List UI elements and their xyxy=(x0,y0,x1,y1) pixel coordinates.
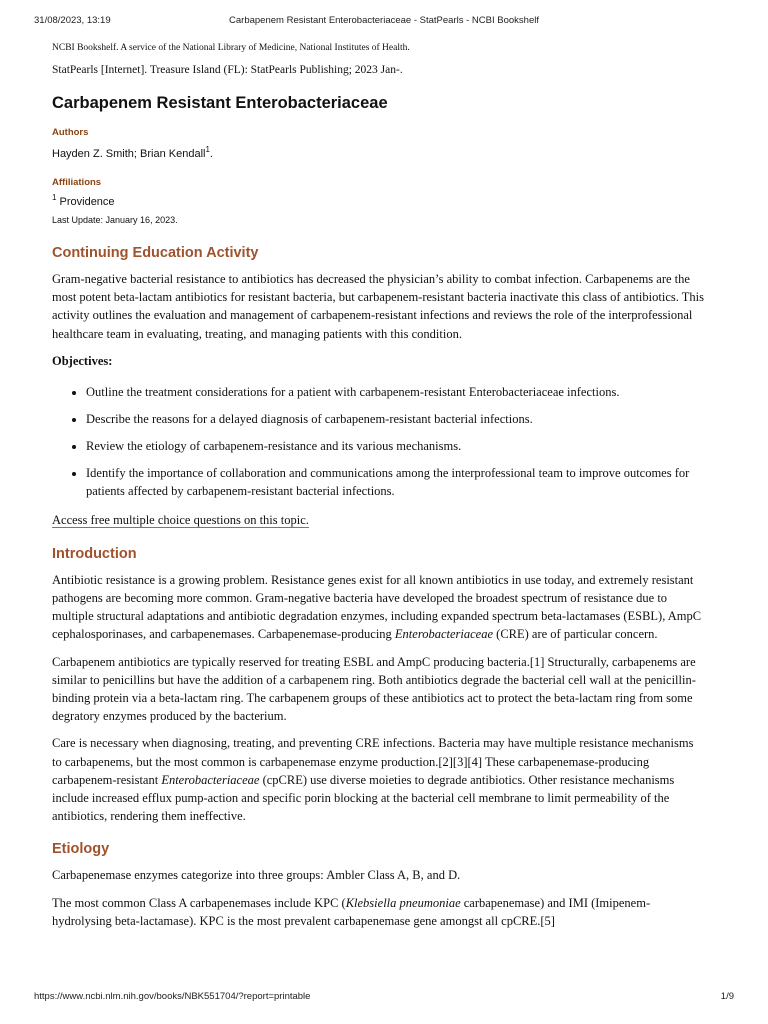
etiology-p2-text-a: The most common Class A carbapenemases include KPC ( xyxy=(52,895,346,910)
affiliation-text: Providence xyxy=(56,196,115,208)
authors-end: . xyxy=(209,148,213,160)
objective-item: • Review the etiology of carbapenem-resistance and its various mechanisms. xyxy=(86,437,706,455)
etiology-p2-italic: Klebsiella pneumoniae xyxy=(345,895,461,910)
citation: StatPearls [Internet]. Treasure Island (FL): StatPearls Publishing; 2023 Jan-. xyxy=(52,64,403,76)
intro-p3-text-b: (cpCRE) use diverse moieties to degrade antibiotics. Other resistance mechanisms include increased efflux pump-action and specific porin blocking at the bacterial cell membrane to limit permeability of the antibiotics, rendering them ineffective. xyxy=(52,772,675,824)
access-mcq-link[interactable]: Access free multiple choice questions on this topic. xyxy=(52,512,309,527)
page-title: Carbapenem Resistant Enterobacteriaceae xyxy=(52,94,388,112)
access-line xyxy=(52,511,706,529)
affiliation-sup: 1 xyxy=(52,193,57,202)
page-number: 1/9 xyxy=(720,991,734,1002)
objective-item: • Describe the reasons for a delayed diagnosis of carbapenem-resistant bacterial infections. xyxy=(86,410,706,428)
authors-label: Authors xyxy=(52,127,89,138)
authors-value xyxy=(52,147,706,161)
introduction-paragraph-2: Carbapenem antibiotics are typically reserved for treating ESBL and AmpC producing bacteria.[1] Structurally, carbapenems are similar to penicillins but have the addition of a carbapenem ring. Both antibiotics degrade the bacterial cell wall at the penicillin-binding protein via a beta-lactam ring. The carbapenem groups of these antibiotics act to protect the beta-lactam ring from some degratory enzymes produced by the bacterium. xyxy=(52,654,696,724)
affiliation-value xyxy=(52,195,706,209)
authors-block xyxy=(52,127,706,161)
print-footer xyxy=(34,991,734,1005)
intro-p1-text-b: (CRE) are of particular concern. xyxy=(493,627,658,642)
ce-activity-heading: Continuing Education Activity xyxy=(52,245,259,261)
introduction-paragraph-3 xyxy=(52,734,706,825)
etiology-heading: Etiology xyxy=(52,841,110,858)
etiology-paragraph-1: Carbapenemase enzymes categorize into three groups: Ambler Class A, B, and D. xyxy=(52,868,461,883)
print-header xyxy=(34,15,734,29)
authors-names[interactable]: Hayden Z. Smith; Brian Kendall xyxy=(52,148,206,160)
print-window-title: Carbapenem Resistant Enterobacteriaceae - StatPearls - NCBI Bookshelf xyxy=(229,15,539,26)
bookshelf-line: NCBI Bookshelf. A service of the National Library of Medicine, National Institutes of Health. xyxy=(52,43,410,53)
introduction-paragraph-1 xyxy=(52,571,706,644)
intro-p1-text-a: Antibiotic resistance is a growing problem. Resistance genes exist for all known antibiotics in use today, and extremely resistant pathogens are becoming more common. Gram-negative bacteria have developed the broadest spectrum of resistance due to multiple structural adaptations and antibiotic degradation enzymes, including expanded spectrum beta-lactamases (ESBL), AmpC cephalosporinases, and carbapenemases. Carbapenemase-producing xyxy=(52,572,702,642)
objective-item: • Identify the importance of collaboration and communications among the interprofessional team to improve outcomes for patients affected by carbapenem-resistant bacterial infections. xyxy=(86,464,706,500)
ce-activity-paragraph: Gram-negative bacterial resistance to antibiotics has decreased the physician’s ability to combat infection. Carbapenems are the most potent beta-lactam antibiotics for resistant bacteria, but carbapenem-resistant bacteria inactivate this class of antibiotics. This activity outlines the evaluation and management of carbapenem-resistant infections and reviews the role of the interprofessional healthcare team in evaluating, treating, and managing patients with this condition. xyxy=(52,272,704,341)
intro-p3-text-a: Care is necessary when diagnosing, treating, and preventing CRE infections. Bacteria may have multiple resistance mechanisms to carbapenems, but the most common is carbapenemase enzyme production.[2][3][4] These carbapenemase-producing carbapenem-resistant xyxy=(52,736,694,787)
objectives-label: Objectives: xyxy=(52,353,113,368)
objective-item: • Outline the treatment considerations for a patient with carbapenem-resistant Enterobacteriaceae infections. xyxy=(86,383,706,401)
intro-p3-italic: Enterobacteriaceae xyxy=(161,772,260,787)
etiology-paragraph-2 xyxy=(52,894,706,930)
print-url: https://www.ncbi.nlm.nih.gov/books/NBK551704/?report=printable xyxy=(34,991,311,1002)
article-content xyxy=(52,42,706,930)
print-datetime: 31/08/2023, 13:19 xyxy=(34,15,111,26)
authors-sup[interactable]: 1 xyxy=(205,145,210,154)
intro-p1-italic: Enterobacteriaceae xyxy=(394,627,494,642)
etiology-p2-text-b: carbapenemase) and IMI (Imipenem-hydrolysing beta-lactamase). KPC is the most prevalent carbapenemase gene amongst all cpCRE.[5] xyxy=(52,895,651,928)
affiliations-block xyxy=(52,177,706,209)
last-update: Last Update: January 16, 2023. xyxy=(52,215,178,225)
objectives-list xyxy=(52,383,706,500)
introduction-heading: Introduction xyxy=(52,545,137,562)
affiliations-label: Affiliations xyxy=(52,177,102,188)
